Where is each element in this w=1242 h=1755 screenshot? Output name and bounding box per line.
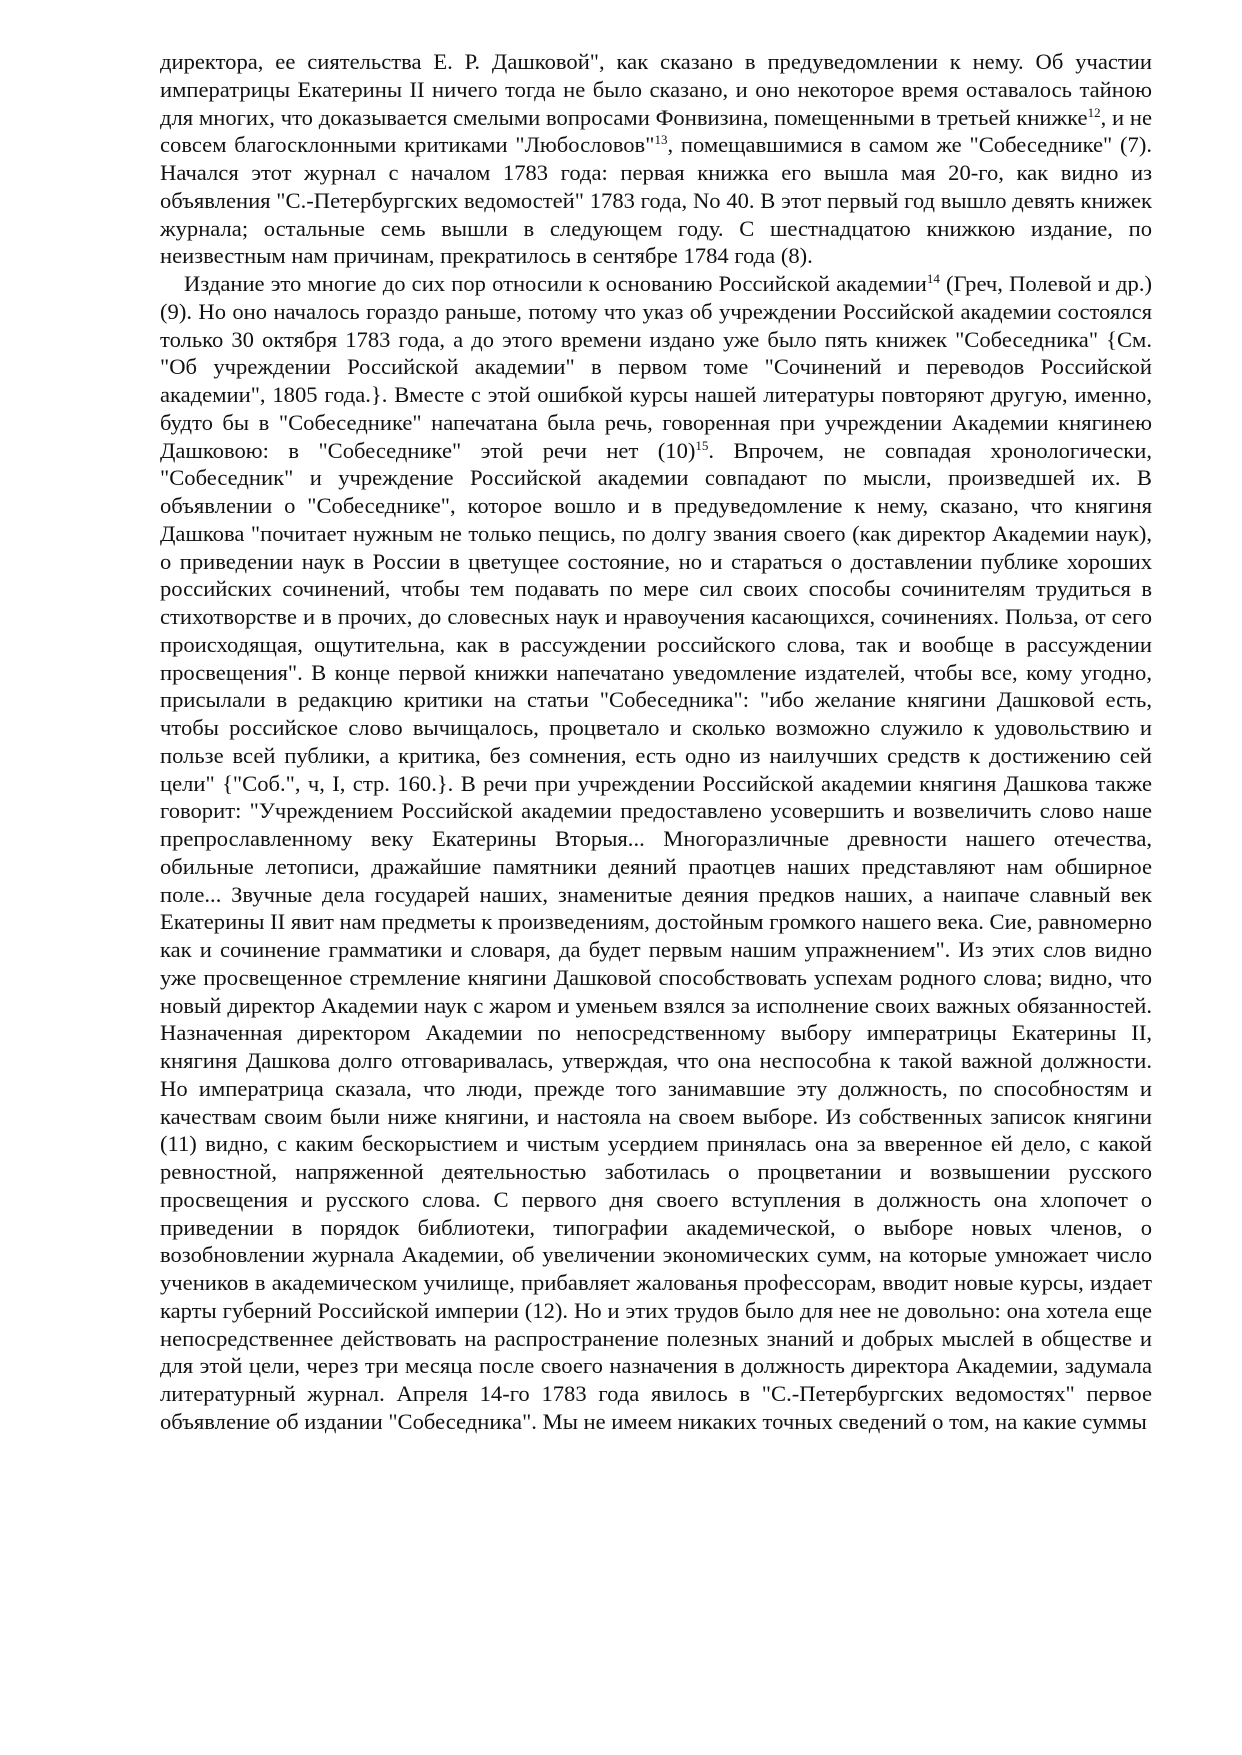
paragraph-text: директора, ее сиятельства Е. Р. Дашковой", как сказано в предуведомлении к нему. Об участии императрицы Екатерины II ничего тогда не было сказано, и оно некоторое время оставалось тайною для многих, что доказывается смелыми вопросами Фонвизина, помещенными в третьей книжке bbox=[160, 49, 1152, 130]
footnote-marker: 13 bbox=[654, 132, 668, 148]
paragraph-text: , помещавшимися в самом же "Собеседнике" (7). Начался этот журнал с началом 1783 года: первая книжка его вышла мая 20-го, как видно из объявления "С.-Петербургских ведомостей" 1783 года, No 40. В этот первый год вышло девять книжек журнала; остальные семь вышли в следующем году. С шестнадцатою книжкою издание, по неизвестным нам причинам, прекратилось в сентябре 1784 года (8). bbox=[160, 132, 1153, 269]
paragraph-text: Издание это многие до сих пор относили к основанию Российской академии bbox=[184, 271, 927, 296]
paragraph-text: (Греч, Полевой и др.) (9). Но оно началось гораздо раньше, потому что указ об учреждении Российской академии состоялся только 30 октября 1783 года, а до этого времени издано уже было пять книжек "Собеседника" {См. "Об учреждении Российской академии" в первом томе "Сочинений и переводов Российской академии", 1805 года.}. Вместе с этой ошибкой курсы нашей литературы повторяют другую, именно, будто бы в "Собеседнике" напечатана была речь, говоренная при учреждении Академии княгинею Дашковою: в "Собеседнике" этой речи нет (10) bbox=[160, 271, 1153, 463]
footnote-marker: 15 bbox=[695, 437, 709, 453]
paragraph bbox=[160, 48, 1152, 270]
footnote-marker: 12 bbox=[1087, 104, 1101, 120]
document-page bbox=[160, 48, 1152, 1436]
footnote-marker: 14 bbox=[926, 271, 940, 286]
paragraph-text: , и не совсем благосклонными критиками "Любословов" bbox=[160, 104, 1152, 158]
paragraph bbox=[160, 270, 1152, 1436]
paragraph-text: . Впрочем, не совпадая хронологически, "Собеседник" и учреждение Российской академии совпадают по мысли, произведшей их. В объявлении о "Собеседнике", которое вошло и в предуведомление к нему, сказано, что княгиня Дашкова "почитает нужным не только пещись, по долгу звания своего (как директор Академии наук), о приведении наук в России в цветущее состояние, но и стараться о доставлении публике хороших российских сочинений, чтобы тем подавать по мере сил своих способы сочинителям трудиться в стихотворстве и в прочих, до словесных наук и нравоучения касающихся, сочинениях. Польза, от сего происходящая, ощутительна, как в рассуждении российского слова, так и вообще в рассуждении просвещения". В конце первой книжки напечатано уведомление издателей, чтобы все, кому угодно, присылали в редакцию критики на статьи "Собеседника": "ибо желание княгини Дашковой есть, чтобы российское слово вычищалось, процветало и сколько возможно служило к удовольствию и пользе всей публики, а критика, без сомнения, есть одно из наилучших средств к достижению сей цели" {"Соб.", ч, I, стр. 160.}. В речи при учреждении Российской академии княгиня Дашкова также говорит: "Учреждением Российской академии предоставлено усовершить и возвеличить слово наше препрославленному веку Екатерины Вторыя... Многоразличные древности нашего отечества, обильные летописи, дражайшие памятники деяний праотцев наших представляют нам обширное поле... Звучные дела государей наших, знаменитые деяния предков наших, а наипаче славный век Екатерины II явит нам предметы к произведениям, достойным громкого нашего века. Сие, равномерно как и сочинение грамматики и словаря, да будет первым нашим упражнением". Из этих слов видно уже просвещенное стремление княгини Дашковой способствовать успехам родного слова; видно, что новый директор Академии наук с жаром и уменьем взялся за исполнение своих важных обязанностей. Назначенная директором Академии по непосредственному выбору императрицы Екатерины II, княгиня Дашкова долго отговаривалась, утверждая, что она неспособна к такой важной должности. Но императрица сказала, что люди, прежде того занимавшие эту должность, по способностям и качествам своим были ниже княгини, и настояла на своем выборе. Из собственных записок княгини (11) видно, с каким бескорыстием и чистым усердием принялась она за вверенное ей дело, с какой ревностной, напряженной деятельностью заботилась о процветании и возвышении русского просвещения и русского слова. С первого дня своего вступления в должность она хлопочет о приведении в порядок библиотеки, типографии академической, о выборе новых членов, о возобновлении журнала Академии, об увеличении экономических сумм, на которые умножает число учеников в академическом училище, прибавляет жалованья профессорам, вводит новые курсы, издает карты губерний Российской империи (12). Но и этих трудов было для нее не довольно: она хотела еще непосредственнее действовать на распространение полезных знаний и добрых мыслей в обществе и для этой цели, через три месяца после своего назначения в должность директора Академии, задумала литературный журнал. Апреля 14-го 1783 года явилось в "С.-Петербургских ведомостях" первое объявление об издании "Собеседника". Мы не имеем никаких точных сведений о том, на какие суммы bbox=[160, 437, 1152, 1434]
